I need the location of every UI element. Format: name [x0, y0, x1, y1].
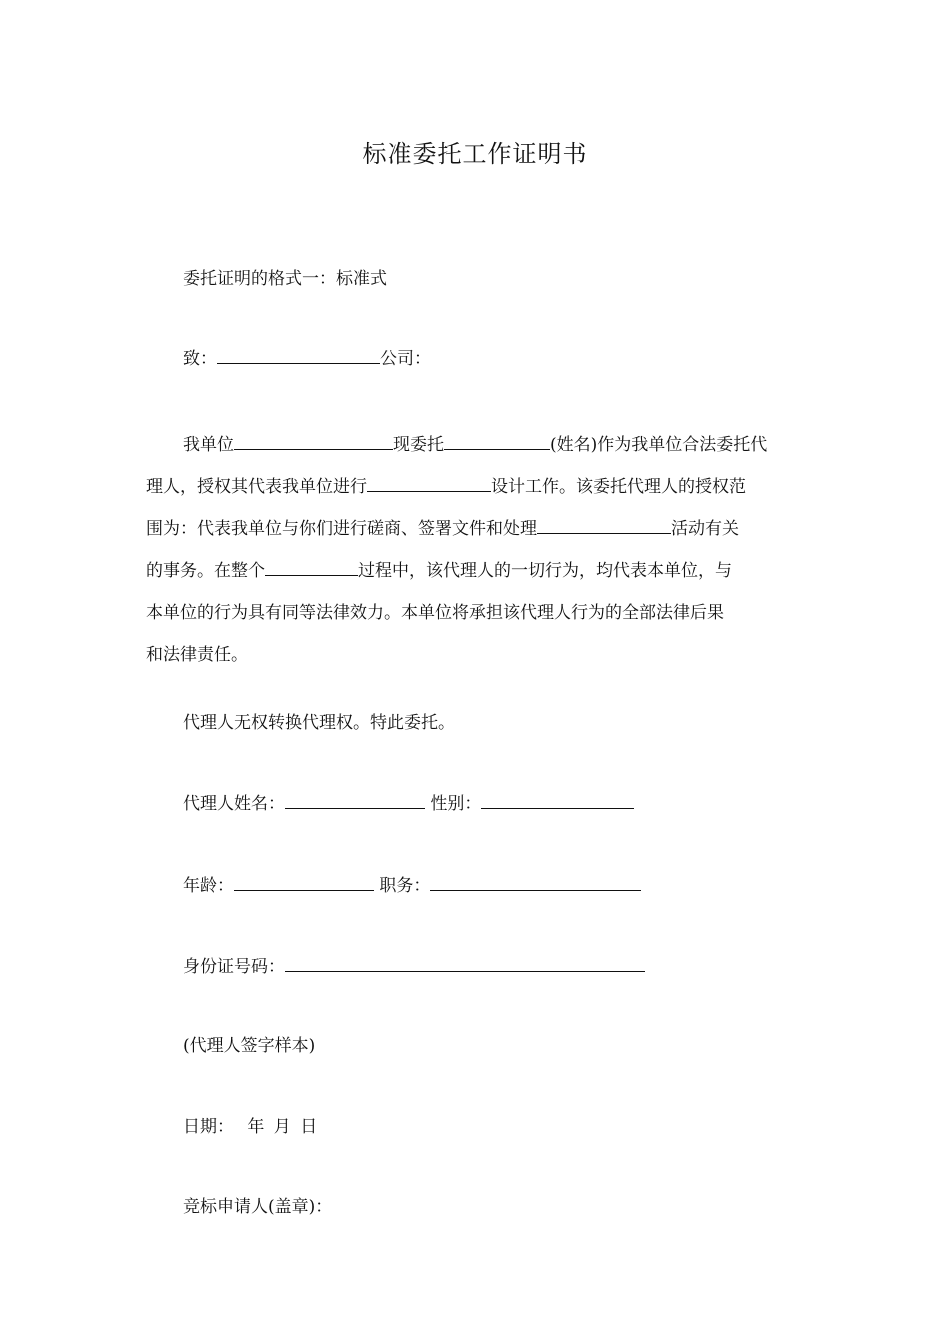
unit-blank: [234, 431, 393, 450]
agent-name-blank: [444, 431, 550, 450]
text-segment: 围为：代表我单位与你们进行磋商、签署文件和处理: [146, 519, 537, 539]
no-transfer-line: 代理人无权转换代理权。特此委托。: [183, 713, 455, 733]
design-work-blank: [367, 473, 491, 492]
process-blank: [265, 557, 358, 576]
signature-sample: (代理人签字样本): [183, 1036, 316, 1056]
to-prefix: 致：: [183, 349, 217, 369]
authorization-paragraph: [146, 424, 816, 676]
company-blank: [217, 345, 380, 364]
position-field: [430, 872, 641, 891]
paragraph-row: 本单位的行为具有同等法律效力。本单位将承担该代理人行为的全部法律后果: [146, 603, 724, 623]
age-label: 年龄：: [183, 876, 234, 896]
id-number-line: [183, 953, 645, 979]
text-segment: 我单位: [183, 435, 234, 455]
gender-label: 性别：: [430, 794, 482, 814]
agent-name-field: [285, 790, 425, 809]
recipient-line: [183, 345, 431, 371]
text-segment: 理人，授权其代表我单位进行: [146, 477, 367, 497]
paragraph-row: [146, 508, 816, 550]
paragraph-row: [146, 550, 816, 592]
agent-name-gender-line: [183, 790, 634, 816]
gender-field: [481, 790, 634, 809]
format-line: 委托证明的格式一：标准式: [183, 269, 387, 289]
document-title: 标准委托工作证明书: [362, 140, 588, 168]
age-position-line: [183, 872, 641, 898]
paragraph-row: [146, 466, 816, 508]
date-value: 年 月 日: [247, 1117, 318, 1137]
text-segment: (姓名)作为我单位合法委托代: [550, 435, 768, 455]
activity-blank: [537, 515, 671, 534]
text-segment: 现委托: [393, 435, 444, 455]
date-line: [183, 1115, 317, 1139]
id-number-field: [285, 953, 645, 972]
paragraph-row: [146, 424, 816, 466]
text-segment: 过程中，该代理人的一切行为，均代表本单位，与: [358, 561, 732, 581]
paragraph-row: 和法律责任。: [146, 645, 248, 665]
text-segment: 设计工作。该委托代理人的授权范: [491, 477, 746, 497]
to-suffix: 公司：: [380, 349, 431, 369]
position-label: 职务：: [379, 876, 431, 896]
id-label: 身份证号码：: [183, 957, 285, 977]
text-segment: 的事务。在整个: [146, 561, 265, 581]
applicant-seal-line: 竞标申请人(盖章)：: [183, 1197, 333, 1217]
date-label: 日期：: [183, 1117, 234, 1137]
text-segment: 活动有关: [671, 519, 739, 539]
age-field: [234, 872, 374, 891]
agent-name-label: 代理人姓名：: [183, 794, 285, 814]
